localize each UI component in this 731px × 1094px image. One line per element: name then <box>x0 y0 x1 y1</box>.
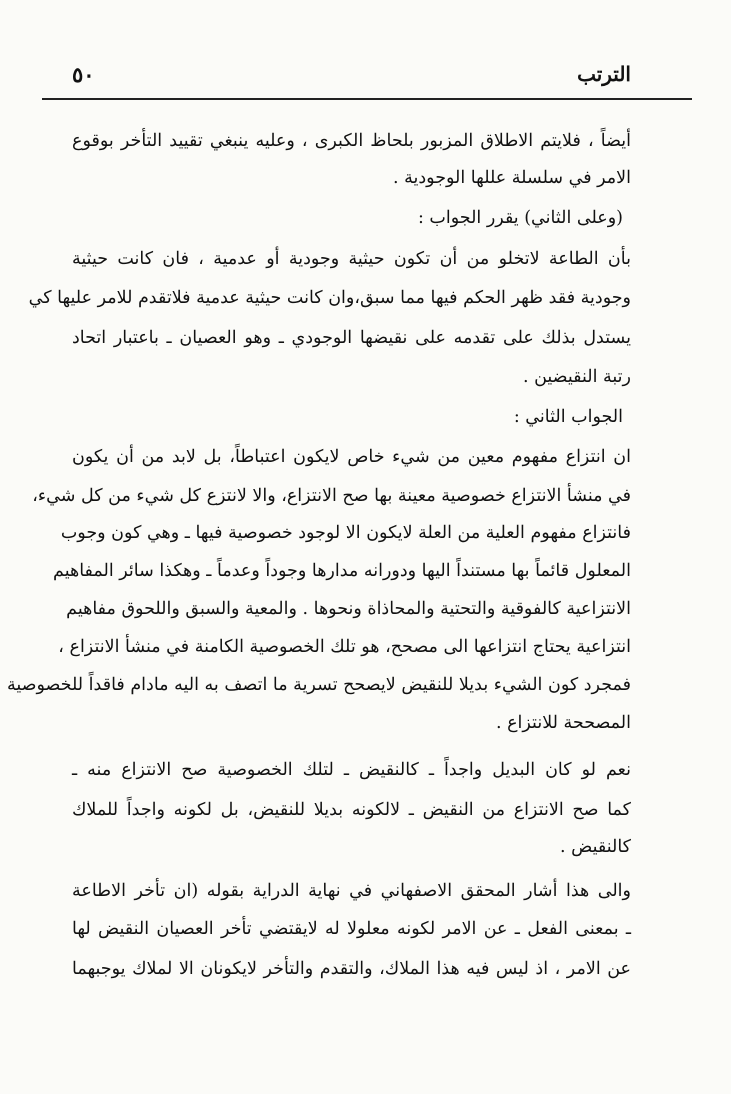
text-line: بأن الطاعة لاتخلو من أن تكون حيثية وجودية أو عدمية ، فان كانت حيثية <box>72 249 631 269</box>
text-line: (وعلى الثاني) يقرر الجواب : <box>417 208 623 228</box>
text-line: فمجرد كون الشيء بديلا للنقيض لايصحح تسرية ما اتصف به اليه مادام فاقداً للخصوصية <box>6 675 631 695</box>
text-line: المعلول قائماً بها مستنداً اليها ودورانه مدارها وجوداً وعدماً ـ وهكذا سائر المفاهيم <box>53 561 631 581</box>
running-title: الترتب <box>577 62 631 86</box>
text-line: عن الامر ، اذ ليس فيه هذا الملاك، والتقدم والتأخر لايكونان الا لملاك يوجبهما <box>72 959 631 979</box>
text-line: ان انتزاع مفهوم معين من شيء خاص لايكون اعتباطاً، بل لابد من أن يكون <box>72 447 631 467</box>
text-line: الانتزاعية كالفوقية والتحتية والمحاذاة ونحوها . والمعية والسبق واللحوق مفاهيم <box>66 599 631 619</box>
text-line: في منشأ الانتزاع خصوصية معينة بها صح الانتزاع، والا لانتزع كل شيء من كل شيء، <box>32 486 631 506</box>
text-line: يستدل بذلك على تقدمه على نقيضها الوجودي ـ وهو العصيان ـ باعتبار اتحاد <box>72 328 631 348</box>
text-line: المصححة للانتزاع . <box>495 713 631 733</box>
text-line: ـ بمعنى الفعل ـ عن الامر لكونه معلولا له لايقتضي تأخر العصيان النقيض لها <box>72 919 631 939</box>
section-heading: الجواب الثاني : <box>513 407 623 427</box>
text-line: الامر في سلسلة عللها الوجودية . <box>392 168 631 188</box>
text-line: كما صح الانتزاع من النقيض ـ لالكونه بديلا للنقيض، بل لكونه واجداً للملاك <box>72 800 631 820</box>
text-line: انتزاعية يحتاج انتزاعها الى مصحح، هو تلك الخصوصية الكامنة في منشأ الانتزاع ، <box>58 637 631 657</box>
text-line: فانتزاع مفهوم العلية من العلة لايكون الا لوجود خصوصية فيها ـ وهي كون وجوب <box>60 523 631 543</box>
header-divider <box>42 98 692 100</box>
text-line: وجودية فقد ظهر الحكم فيها مما سبق،وان كانت حيثية عدمية فلاتقدم للامر عليها كي <box>28 288 631 308</box>
text-line: أيضاً ، فلايتم الاطلاق المزبور بلحاظ الكبرى ، وعليه ينبغي تقييد التأخر بوقوع <box>72 131 631 151</box>
text-line: كالنقيض . <box>560 837 631 857</box>
text-line: نعم لو كان البديل واجداً ـ كالنقيض ـ لتلك الخصوصية صح الانتزاع منه ـ <box>72 760 631 780</box>
text-line: رتبة النقيضين . <box>522 367 631 387</box>
text-line: والى هذا أشار المحقق الاصفهاني في نهاية الدراية بقوله (ان تأخر الاطاعة <box>72 881 631 901</box>
page-number: ٥٠ <box>72 62 95 87</box>
